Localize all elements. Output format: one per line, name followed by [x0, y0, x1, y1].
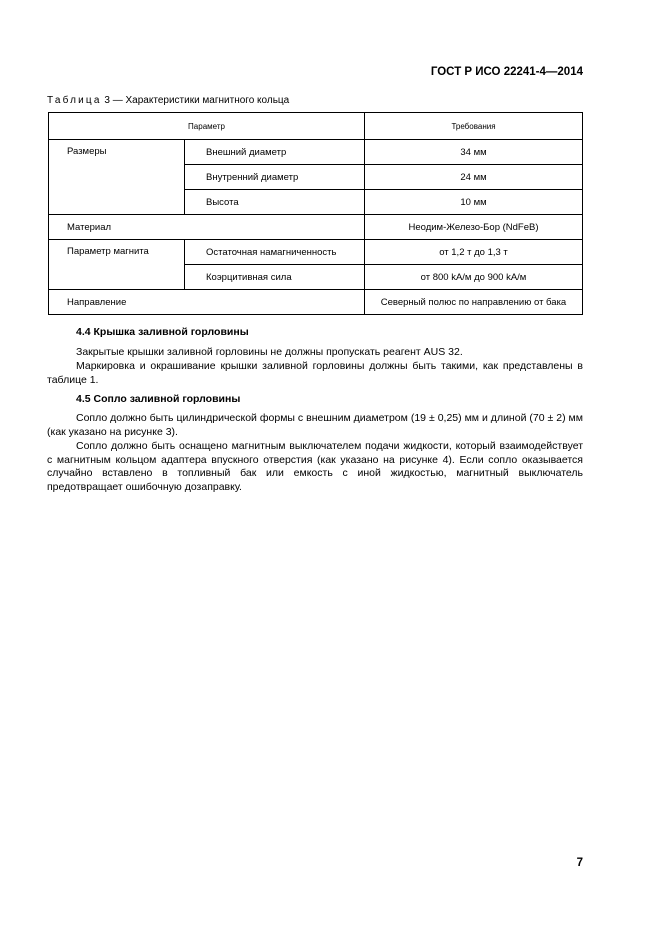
page-number: 7 [576, 857, 583, 869]
section-4-4-paragraph-1: Закрытые крышки заливной горловины не должны пропускать реагент AUS 32. [76, 346, 463, 358]
table-caption-label: Таблица [47, 95, 102, 106]
dim-name: Высота [185, 190, 365, 215]
section-4-4-paragraph-2: Маркировка и окрашивание крышки заливной горловины должны быть такими, как представлены в таблице 1. [47, 360, 583, 386]
table-row [49, 290, 583, 315]
table-caption-text: 3 — Характеристики магнитного кольца [101, 95, 290, 106]
table-header-row [49, 113, 583, 140]
magnet-label: Параметр магнита [49, 240, 185, 290]
magnet-param-value: от 800 kA/м до 900 kA/м [365, 265, 583, 290]
header-requirements: Требования [365, 113, 583, 140]
direction-value: Северный полюс по направлению от бака [365, 290, 583, 315]
material-label: Материал [49, 215, 365, 240]
magnet-param-name: Остаточная намагниченность [185, 240, 365, 265]
table-caption [47, 95, 289, 106]
material-value: Неодим-Железо-Бор (NdFeB) [365, 215, 583, 240]
dim-name: Внешний диаметр [185, 140, 365, 165]
section-4-5-paragraph-2: Сопло должно быть оснащено магнитным выключателем подачи жидкости, который взаимодействует с магнитным кольцом адаптера впускного отверстия (как указано на рисунке 4). Если сопло оказывается случайно вставлено в топливный бак или емкость с иной жидкостью, магнитный выключатель предотвращает ошибочную дозаправку. [47, 440, 583, 493]
section-4-5-title: 4.5 Сопло заливной горловины [76, 393, 241, 405]
section-4-4-title: 4.4 Крышка заливной горловины [76, 326, 249, 338]
dim-value: 24 мм [365, 165, 583, 190]
direction-label: Направление [49, 290, 365, 315]
header-parameter: Параметр [49, 113, 365, 140]
magnet-param-value: от 1,2 т до 1,3 т [365, 240, 583, 265]
dim-value: 10 мм [365, 190, 583, 215]
magnet-param-name: Коэрцитивная сила [185, 265, 365, 290]
table-row [49, 140, 583, 165]
dim-name: Внутренний диаметр [185, 165, 365, 190]
section-4-5-paragraph-1: Сопло должно быть цилиндрической формы с внешним диаметром (19 ± 0,25) мм и длиной (70 ± 2) мм (как указано на рисунке 3). [47, 412, 583, 438]
table-row [49, 215, 583, 240]
dim-value: 34 мм [365, 140, 583, 165]
document-id: ГОСТ Р ИСО 22241-4—2014 [430, 66, 583, 78]
magnetic-ring-table [48, 112, 583, 315]
table-row [49, 240, 583, 265]
dims-label: Размеры [49, 140, 185, 215]
